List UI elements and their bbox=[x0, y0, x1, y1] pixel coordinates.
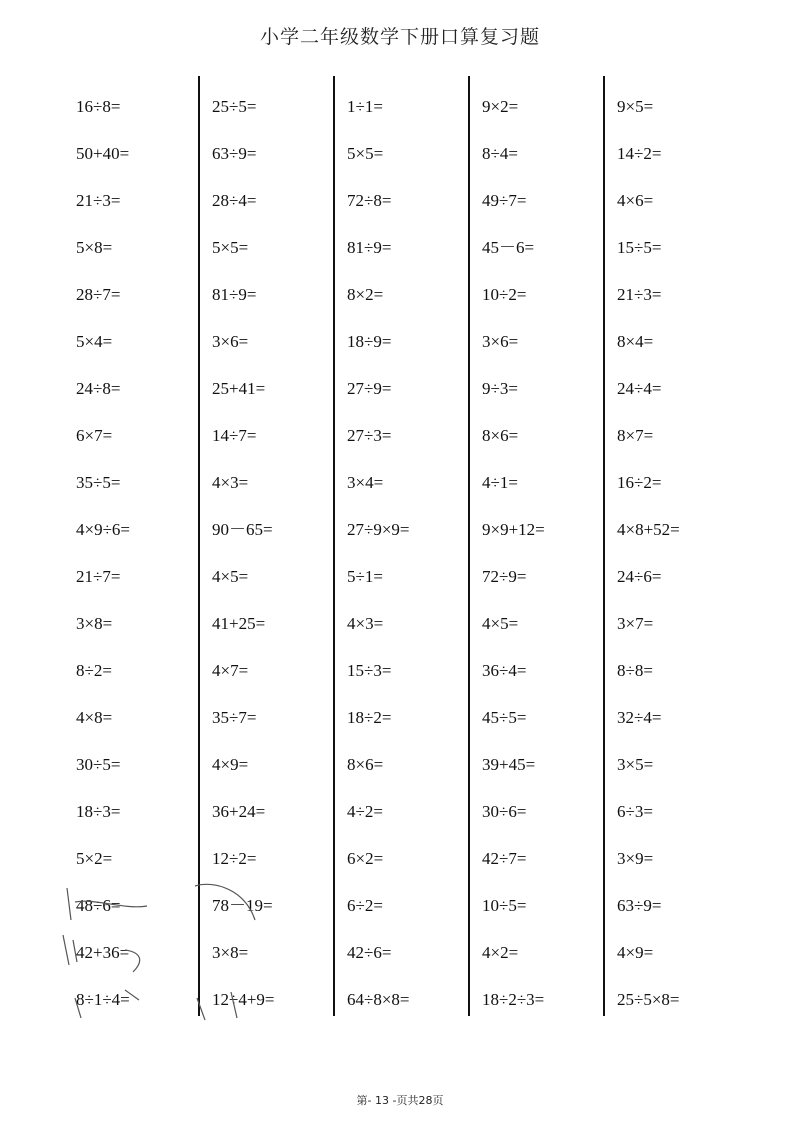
problem-item: 4×3= bbox=[347, 614, 384, 633]
problem-grid bbox=[62, 76, 738, 1016]
problem-item: 36÷4= bbox=[482, 661, 527, 680]
problem-item: 6×7= bbox=[76, 426, 113, 445]
problem-item: 4×3= bbox=[212, 473, 249, 492]
problem-item: 81÷9= bbox=[212, 285, 257, 304]
problem-item: 28÷7= bbox=[76, 285, 121, 304]
problem-item: 50+40= bbox=[76, 144, 130, 163]
problem-item: 8×2= bbox=[347, 285, 384, 304]
problem-item: 28÷4= bbox=[212, 191, 257, 210]
problem-item: 3×9= bbox=[617, 849, 654, 868]
problem-item: 10÷5= bbox=[482, 896, 527, 915]
problem-item: 9×9+12= bbox=[482, 520, 545, 539]
problem-column-5 bbox=[603, 76, 740, 1016]
problem-item: 63÷9= bbox=[212, 144, 257, 163]
problem-item: 3×6= bbox=[482, 332, 519, 351]
problem-item: 1÷1= bbox=[347, 97, 383, 116]
problem-item: 32÷4= bbox=[617, 708, 662, 727]
problem-item: 18÷3= bbox=[76, 802, 121, 821]
problem-item: 48÷6= bbox=[76, 896, 121, 915]
problem-item: 10÷2= bbox=[482, 285, 527, 304]
problem-item: 15÷5= bbox=[617, 238, 662, 257]
problem-item: 78－19= bbox=[212, 896, 273, 915]
problem-item: 4×5= bbox=[482, 614, 519, 633]
page-title: 小学二年级数学下册口算复习题 bbox=[259, 26, 540, 48]
problem-item: 25+41= bbox=[212, 379, 266, 398]
problem-item: 4×8+52= bbox=[617, 520, 680, 539]
problem-item: 27÷3= bbox=[347, 426, 392, 445]
page-footer: 第- 13 -页共28页 bbox=[356, 1094, 444, 1107]
problem-item: 72÷8= bbox=[347, 191, 392, 210]
problem-item: 18÷2= bbox=[347, 708, 392, 727]
problem-item: 8÷2= bbox=[76, 661, 112, 680]
problem-item: 4×5= bbox=[212, 567, 249, 586]
problem-item: 5÷1= bbox=[347, 567, 383, 586]
problem-item: 5×2= bbox=[76, 849, 113, 868]
problem-item: 45÷5= bbox=[482, 708, 527, 727]
problem-item: 3×5= bbox=[617, 755, 654, 774]
problem-item: 4×6= bbox=[617, 191, 654, 210]
problem-item: 3×8= bbox=[212, 943, 249, 962]
problem-item: 12÷2= bbox=[212, 849, 257, 868]
problem-item: 72÷9= bbox=[482, 567, 527, 586]
problem-item: 35÷7= bbox=[212, 708, 257, 727]
problem-item: 36+24= bbox=[212, 802, 266, 821]
problem-item: 9÷3= bbox=[482, 379, 518, 398]
problem-column-3 bbox=[333, 76, 470, 1016]
problem-item: 8×6= bbox=[347, 755, 384, 774]
problem-item: 14÷7= bbox=[212, 426, 257, 445]
problem-item: 42+36= bbox=[76, 943, 130, 962]
problem-item: 8÷8= bbox=[617, 661, 653, 680]
problem-item: 35÷5= bbox=[76, 473, 121, 492]
problem-item: 30÷5= bbox=[76, 755, 121, 774]
problem-column-2 bbox=[198, 76, 335, 1016]
problem-column-4 bbox=[468, 76, 605, 1016]
problem-item: 4×2= bbox=[482, 943, 519, 962]
problem-item: 8÷1÷4= bbox=[76, 990, 130, 1009]
problem-item: 4×9÷6= bbox=[76, 520, 131, 539]
problem-item: 8÷4= bbox=[482, 144, 518, 163]
problem-item: 18÷2÷3= bbox=[482, 990, 545, 1009]
problem-item: 49÷7= bbox=[482, 191, 527, 210]
problem-item: 3×4= bbox=[347, 473, 384, 492]
problem-item: 8×6= bbox=[482, 426, 519, 445]
problem-item: 12÷4+9= bbox=[212, 990, 275, 1009]
problem-item: 16÷2= bbox=[617, 473, 662, 492]
problem-item: 6÷3= bbox=[617, 802, 653, 821]
problem-item: 21÷3= bbox=[617, 285, 662, 304]
problem-item: 6÷2= bbox=[347, 896, 383, 915]
problem-item: 5×8= bbox=[76, 238, 113, 257]
problem-item: 39+45= bbox=[482, 755, 536, 774]
problem-item: 24÷6= bbox=[617, 567, 662, 586]
problem-item: 8×4= bbox=[617, 332, 654, 351]
problem-item: 14÷2= bbox=[617, 144, 662, 163]
problem-item: 41+25= bbox=[212, 614, 266, 633]
problem-item: 4×9= bbox=[212, 755, 249, 774]
problem-item: 9×5= bbox=[617, 97, 654, 116]
problem-item: 45－6= bbox=[482, 238, 535, 257]
problem-item: 90－65= bbox=[212, 520, 273, 539]
problem-item: 42÷7= bbox=[482, 849, 527, 868]
problem-item: 5×4= bbox=[76, 332, 113, 351]
problem-item: 81÷9= bbox=[347, 238, 392, 257]
problem-item: 25÷5= bbox=[212, 97, 257, 116]
problem-item: 25÷5×8= bbox=[617, 990, 680, 1009]
problem-item: 4×8= bbox=[76, 708, 113, 727]
problem-item: 4÷2= bbox=[347, 802, 383, 821]
problem-item: 42÷6= bbox=[347, 943, 392, 962]
problem-item: 24÷8= bbox=[76, 379, 121, 398]
problem-item: 3×6= bbox=[212, 332, 249, 351]
problem-item: 18÷9= bbox=[347, 332, 392, 351]
problem-item: 30÷6= bbox=[482, 802, 527, 821]
problem-item: 3×7= bbox=[617, 614, 654, 633]
problem-item: 16÷8= bbox=[76, 97, 121, 116]
problem-item: 4×9= bbox=[617, 943, 654, 962]
problem-item: 4×7= bbox=[212, 661, 249, 680]
problem-item: 3×8= bbox=[76, 614, 113, 633]
problem-item: 64÷8×8= bbox=[347, 990, 410, 1009]
problem-item: 63÷9= bbox=[617, 896, 662, 915]
problem-item: 8×7= bbox=[617, 426, 654, 445]
problem-item: 5×5= bbox=[347, 144, 384, 163]
problem-item: 21÷7= bbox=[76, 567, 121, 586]
problem-item: 27÷9= bbox=[347, 379, 392, 398]
problem-item: 4÷1= bbox=[482, 473, 518, 492]
problem-item: 24÷4= bbox=[617, 379, 662, 398]
problem-item: 21÷3= bbox=[76, 191, 121, 210]
problem-item: 15÷3= bbox=[347, 661, 392, 680]
problem-item: 5×5= bbox=[212, 238, 249, 257]
problem-column-1 bbox=[62, 76, 197, 1016]
problem-item: 27÷9×9= bbox=[347, 520, 410, 539]
problem-item: 9×2= bbox=[482, 97, 519, 116]
problem-item: 6×2= bbox=[347, 849, 384, 868]
